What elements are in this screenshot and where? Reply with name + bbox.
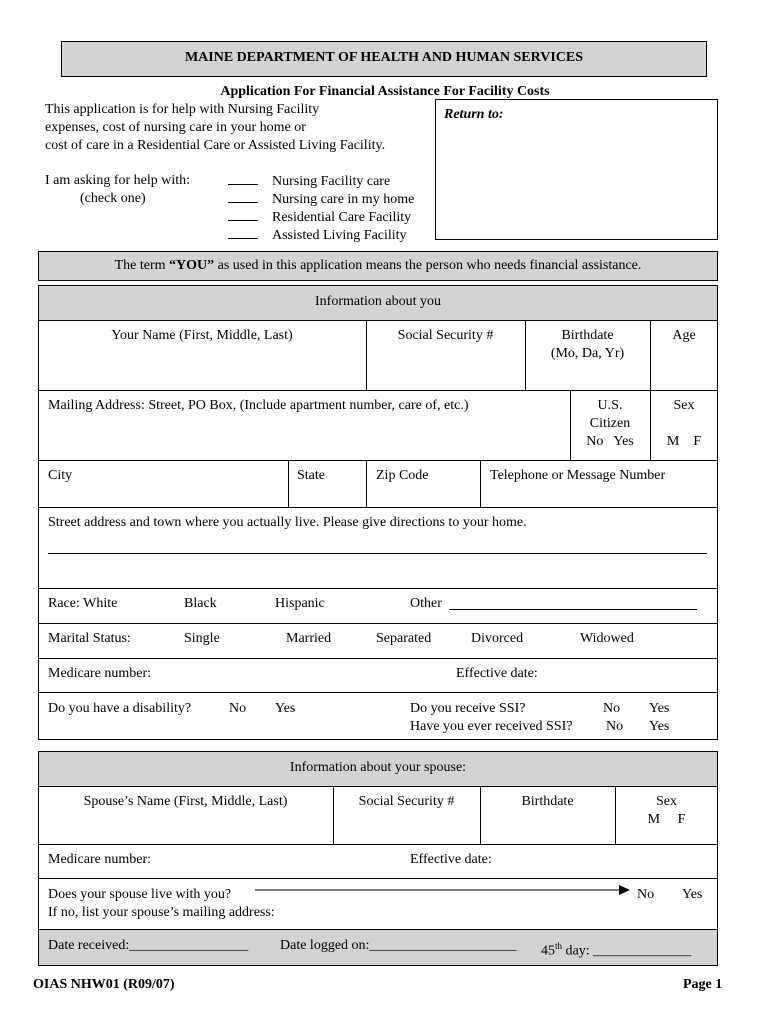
race-other-line[interactable]: [449, 609, 697, 610]
zip-field[interactable]: Zip Code: [376, 468, 429, 483]
spouse-medicare-field[interactable]: Medicare number:: [48, 852, 152, 867]
birthdate-format: (Mo, Da, Yr): [550, 346, 625, 361]
effective-date-field[interactable]: Effective date:: [456, 666, 538, 681]
disability-no[interactable]: No: [229, 701, 247, 716]
department-title: MAINE DEPARTMENT OF HEALTH AND HUMAN SERVICES: [184, 50, 584, 65]
race-other[interactable]: Other: [410, 596, 442, 611]
us-label: U.S.: [597, 398, 623, 413]
ssi-ever-question: Have you ever received SSI?: [410, 719, 573, 734]
intro-line-2: expenses, cost of nursing care in your home or: [45, 120, 306, 135]
street-address-line[interactable]: [48, 553, 707, 554]
sex-options[interactable]: M F: [666, 434, 702, 449]
date-logged: Date logged on:_____________________: [280, 938, 517, 953]
intro-line-3: cost of care in a Residential Care or Assisted Living Facility.: [45, 138, 386, 153]
spouse-section-title: Information about your spouse:: [289, 760, 467, 775]
spouse-live-no[interactable]: No: [637, 887, 655, 902]
application-title: Application For Financial Assistance For Facility Costs: [220, 84, 550, 99]
spouse-live-yes[interactable]: Yes: [682, 887, 703, 902]
intro-line-1: This application is for help with Nursing Facility: [45, 102, 320, 117]
option-nursing-home[interactable]: Nursing care in my home: [228, 190, 414, 209]
birthdate-field[interactable]: Birthdate: [561, 328, 614, 343]
spouse-birthdate-field[interactable]: Birthdate: [521, 794, 574, 809]
ssi-yes[interactable]: Yes: [649, 701, 670, 716]
spouse-sex-options[interactable]: M F: [647, 812, 686, 827]
ssi-ever-no[interactable]: No: [606, 719, 624, 734]
citizen-options[interactable]: No Yes: [586, 434, 634, 449]
telephone-field[interactable]: Telephone or Message Number: [490, 468, 666, 483]
race-white[interactable]: Race: White: [48, 596, 118, 611]
marital-married[interactable]: Married: [286, 631, 332, 646]
arrow-right-icon: [255, 884, 631, 896]
marital-single[interactable]: Single: [184, 631, 220, 646]
spouse-sex-label: Sex: [656, 794, 677, 809]
option-assisted-living[interactable]: Assisted Living Facility: [228, 226, 407, 245]
spouse-address-field[interactable]: If no, list your spouse’s mailing address:: [48, 905, 275, 920]
race-black[interactable]: Black: [184, 596, 217, 611]
checkbox-blank[interactable]: [228, 226, 258, 239]
option-nursing-facility[interactable]: Nursing Facility care: [228, 172, 390, 191]
checkbox-blank[interactable]: [228, 208, 258, 221]
medicare-number-field[interactable]: Medicare number:: [48, 666, 152, 681]
form-id: OIAS NHW01 (R09/07): [33, 977, 175, 992]
page-number: Page 1: [683, 977, 723, 992]
checkbox-blank[interactable]: [228, 172, 258, 185]
return-to-label: Return to:: [444, 107, 504, 122]
your-name-field[interactable]: Your Name (First, Middle, Last): [111, 328, 293, 343]
city-field[interactable]: City: [48, 468, 73, 483]
option-residential-care[interactable]: Residential Care Facility: [228, 208, 411, 227]
disability-yes[interactable]: Yes: [275, 701, 296, 716]
spouse-live-question: Does your spouse live with you?: [48, 887, 232, 902]
marital-separated[interactable]: Separated: [376, 631, 432, 646]
date-received: Date received:_________________: [48, 938, 249, 953]
marital-divorced[interactable]: Divorced: [471, 631, 524, 646]
sex-label: Sex: [673, 398, 695, 413]
state-field[interactable]: State: [297, 468, 325, 483]
spouse-ssn-field[interactable]: Social Security #: [358, 794, 455, 809]
disability-question: Do you have a disability?: [48, 701, 192, 716]
asking-label: I am asking for help with:: [45, 173, 191, 188]
marital-label: Marital Status:: [48, 631, 131, 646]
ssi-question: Do you receive SSI?: [410, 701, 526, 716]
mailing-address-field[interactable]: Mailing Address: Street, PO Box, (Include apartment number, care of, etc.): [48, 398, 469, 413]
ssi-ever-yes[interactable]: Yes: [649, 719, 670, 734]
check-one-label: (check one): [80, 191, 146, 206]
race-hispanic[interactable]: Hispanic: [275, 596, 325, 611]
ssi-no[interactable]: No: [603, 701, 621, 716]
spouse-name-field[interactable]: Spouse’s Name (First, Middle, Last): [83, 794, 288, 809]
spouse-effective-date-field[interactable]: Effective date:: [410, 852, 492, 867]
age-field[interactable]: Age: [672, 328, 696, 343]
checkbox-blank[interactable]: [228, 190, 258, 203]
you-section-title: Information about you: [315, 294, 441, 309]
ssn-field[interactable]: Social Security #: [397, 328, 494, 343]
street-address-field[interactable]: Street address and town where you actually live. Please give directions to your home.: [48, 515, 527, 530]
marital-widowed[interactable]: Widowed: [580, 631, 634, 646]
term-text: The term “YOU” as used in this application means the person who needs financial assistance.: [114, 258, 642, 273]
citizen-label: Citizen: [589, 416, 631, 431]
day-45: 45th day: ______________: [541, 941, 692, 959]
